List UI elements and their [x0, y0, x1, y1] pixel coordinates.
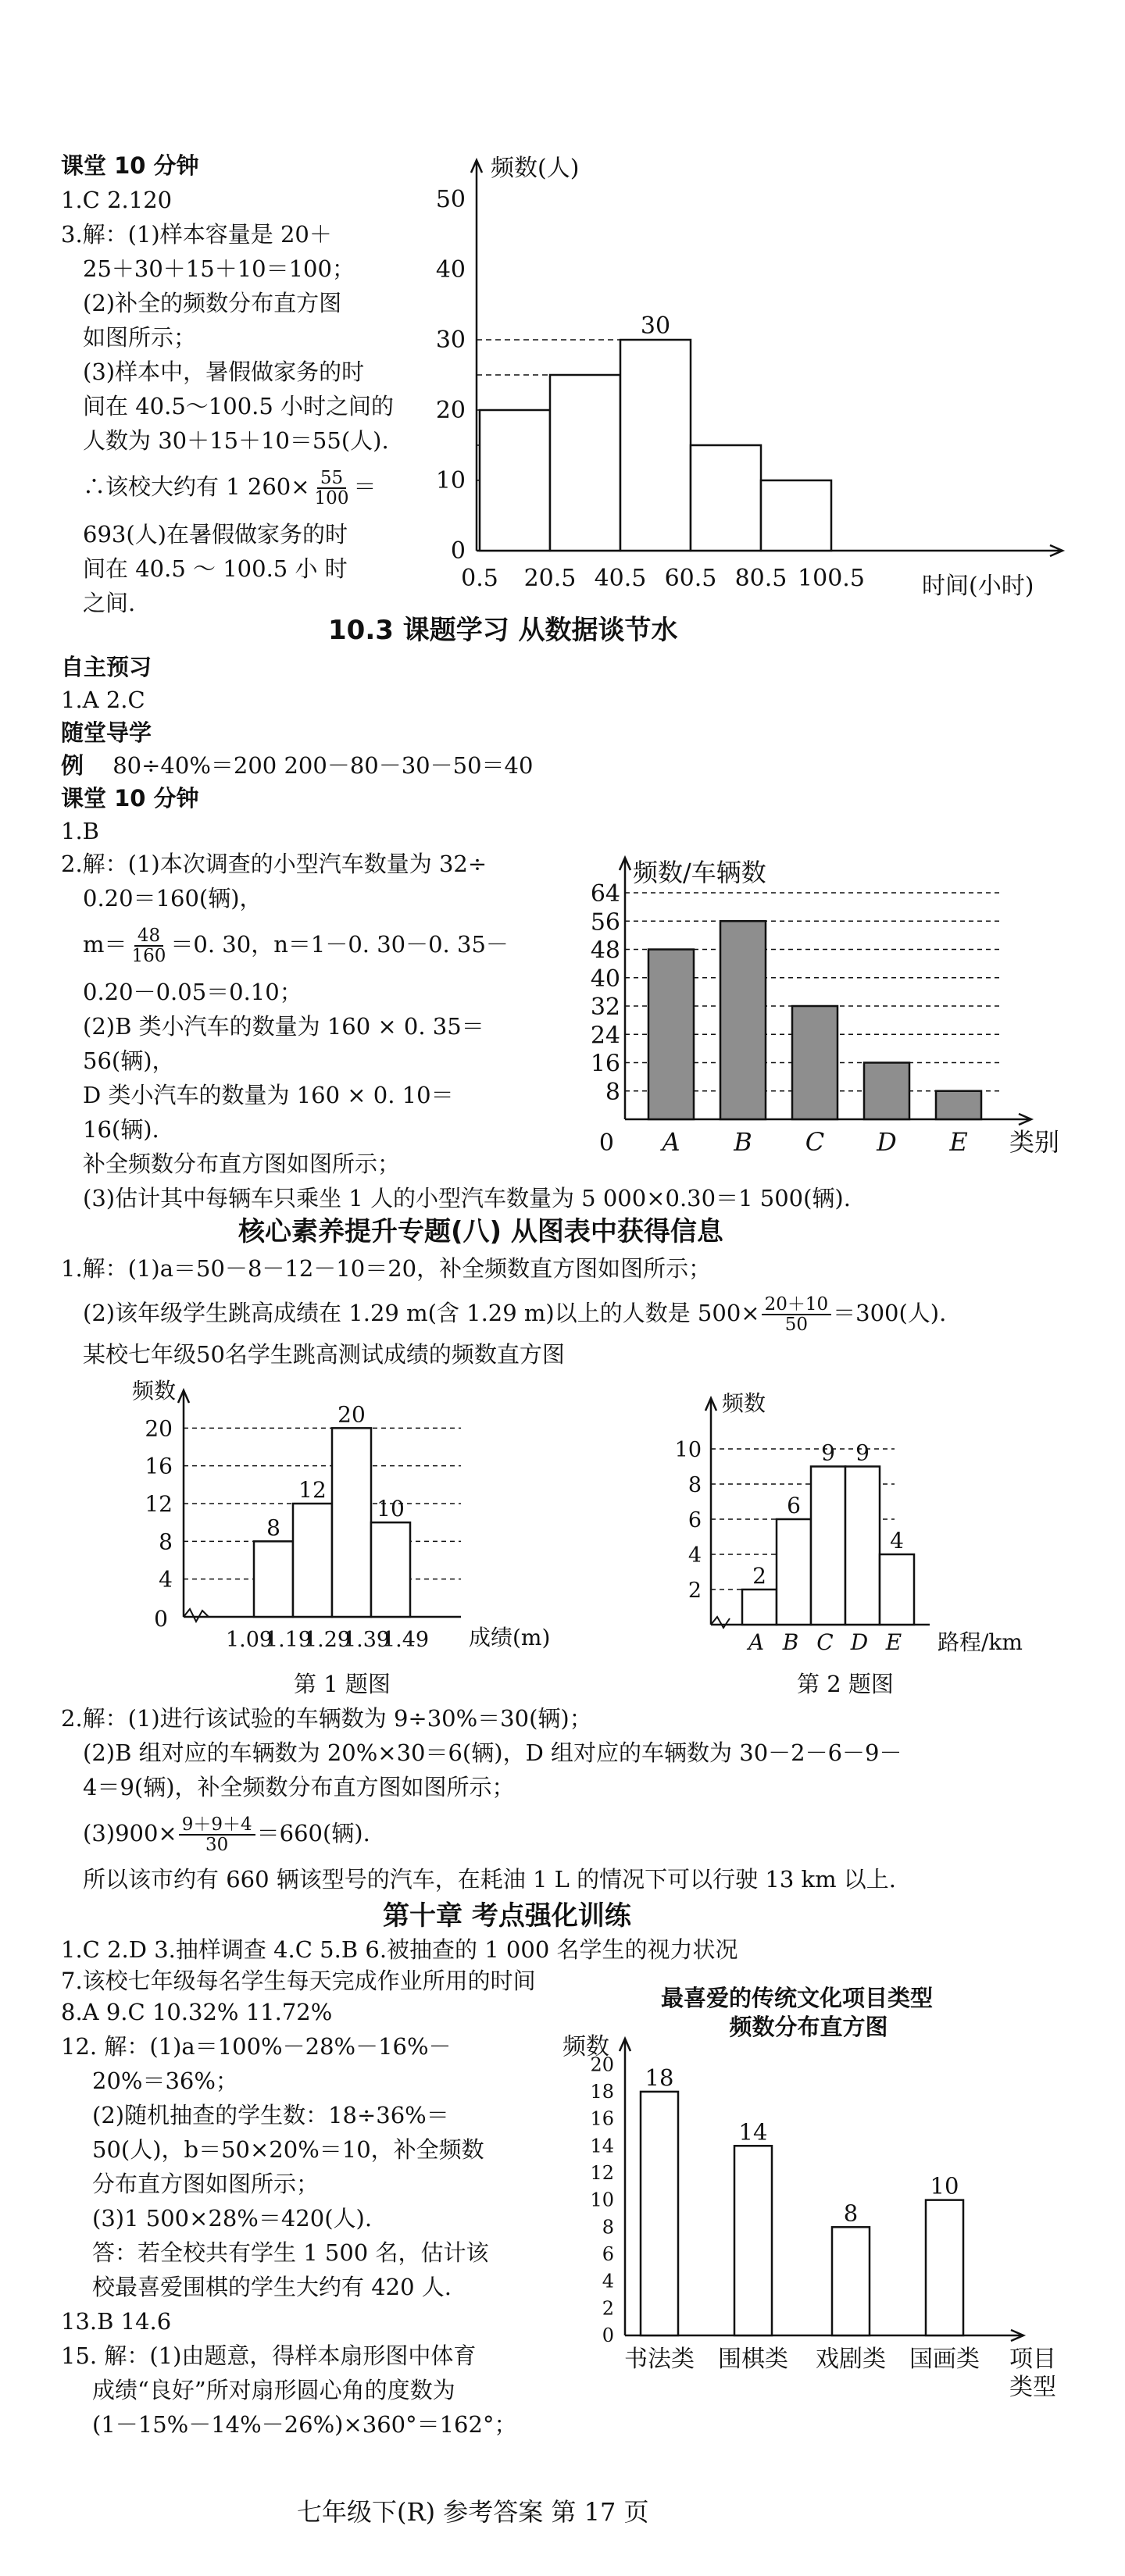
heading-class-10min: 课堂 10 分钟	[61, 785, 199, 812]
bar-label: 6	[787, 1493, 801, 1518]
x-tick-label: B	[734, 1127, 752, 1157]
x-axis-label: 类型	[1009, 2374, 1056, 2401]
fraction-denominator: 50	[784, 1315, 808, 1336]
y-tick-label: 12	[590, 2161, 614, 2184]
text-line: 答：若全校共有学生 1 500 名，估计该	[92, 2239, 489, 2266]
heading-class-10min: 课堂 10 分钟	[61, 152, 199, 179]
figure-caption: 第 2 题图	[797, 1671, 894, 1697]
text-line: 4＝9(辆)，补全频数分布直方图如图所示；	[83, 1774, 515, 1800]
y-tick-label: 4	[602, 2270, 614, 2292]
figure-title: 某校七年级50名学生跳高测试成绩的频数直方图	[83, 1341, 565, 1368]
bar	[254, 1541, 293, 1617]
x-tick-label: 0.5	[461, 565, 498, 592]
y-tick-label: 0	[602, 2324, 614, 2346]
calc-suffix: ＝300(人).	[833, 1300, 947, 1327]
x-tick-label: 80.5	[734, 565, 788, 592]
y-tick-label: 64	[590, 880, 620, 908]
chart-car-types	[590, 850, 1094, 1162]
bar	[480, 410, 550, 551]
bar	[811, 1467, 845, 1625]
text-line: 16(辆).	[83, 1116, 159, 1143]
text-line: 间在 40.5～100.5 小时之间的	[83, 393, 395, 419]
x-tick-label: 围棋类	[718, 2346, 788, 2373]
y-tick-label: 4	[688, 1543, 702, 1568]
text-line: 1.C 2.120	[61, 187, 173, 213]
x-tick-label: D	[877, 1127, 897, 1157]
text-line: (1－15%－14%－26%)×360°＝162°；	[92, 2411, 517, 2438]
text-line: 12. 解：(1)a＝100%－28%－16%－	[61, 2033, 452, 2060]
y-tick-label: 24	[590, 1022, 620, 1050]
x-tick-label: 1.29	[303, 1628, 352, 1652]
y-tick-label: 14	[590, 2135, 614, 2157]
bar	[742, 1589, 777, 1625]
x-tick-label: 40.5	[594, 565, 647, 592]
bar	[880, 1554, 914, 1625]
bar-label: 4	[890, 1528, 904, 1554]
bar-label: 14	[738, 2118, 768, 2146]
x-tick-label: 国画类	[909, 2346, 980, 2373]
text-line: 56(辆)，	[83, 1047, 175, 1074]
x-tick-label: 20.5	[523, 565, 577, 592]
text-line: 人数为 30＋15＋10＝55(人).	[83, 427, 389, 454]
x-tick-label: E	[949, 1127, 968, 1157]
text-line: 2.解：(1)本次调查的小型汽车数量为 32÷	[61, 851, 488, 877]
bar	[761, 480, 831, 551]
y-axis-label: 频数/车辆数	[633, 858, 766, 887]
bar	[864, 1063, 909, 1120]
text-line: 间在 40.5 ～ 100.5 小 时	[83, 555, 348, 582]
text-line: 693(人)在暑假做家务的时	[83, 521, 348, 548]
y-tick-label: 30	[435, 326, 466, 354]
x-tick-label: 戏剧类	[816, 2346, 886, 2373]
y-tick-label: 10	[435, 467, 466, 494]
y-axis-label: 频数	[562, 2033, 609, 2060]
bar	[792, 1006, 838, 1119]
fraction-numerator: 20＋10	[762, 1295, 832, 1315]
bar	[926, 2200, 963, 2335]
y-tick-label: 50	[435, 186, 466, 213]
calc-prefix: (2)该年级学生跳高成绩在 1.29 m(含 1.29 m)以上的人数是 500×	[83, 1300, 760, 1327]
x-axis-label: 类别	[1009, 1127, 1060, 1157]
text-line: 补全频数分布直方图如图所示；	[83, 1151, 401, 1177]
y-tick-label: 8	[605, 1078, 620, 1106]
bar-label: 20	[338, 1401, 366, 1428]
x-axis-label: 项目	[1009, 2346, 1056, 2373]
y-tick-label: 10	[674, 1438, 702, 1462]
y-axis-label: 频数(人)	[491, 155, 580, 182]
x-tick-label: B	[782, 1629, 799, 1655]
bar	[648, 950, 694, 1120]
chart-subtitle: 频数分布直方图	[729, 2014, 888, 2040]
bar-label: 8	[843, 2200, 859, 2227]
text-line: 15. 解：(1)由题意，得样本扇形图中体育	[61, 2342, 477, 2369]
text-line: 20%＝36%；	[92, 2068, 238, 2094]
text-line: 分布直方图如图所示；	[92, 2171, 320, 2197]
y-tick-label: 48	[590, 937, 620, 965]
text-line: 校最喜爱围棋的学生大约有 420 人.	[92, 2274, 452, 2300]
axis-break	[184, 1609, 209, 1622]
chart-title: 最喜爱的传统文化项目类型	[660, 1985, 934, 2011]
text-line: 1.C 2.D 3.抽样调查 4.C 5.B 6.被抽查的 1 000 名学生的视力状况	[61, 1936, 738, 1963]
calc-prefix: (3)900×	[83, 1820, 177, 1847]
y-tick-label: 2	[688, 1579, 702, 1603]
calc-suffix: ＝660(辆).	[256, 1820, 370, 1847]
x-tick-label: 书法类	[624, 2346, 695, 2373]
fraction	[179, 1815, 255, 1854]
y-tick-label: 8	[688, 1473, 702, 1497]
text-line: 0.20＝160(辆)，	[83, 885, 262, 912]
calc-suffix: ＝	[353, 473, 377, 501]
bar	[832, 2227, 870, 2335]
y-tick-label: 6	[602, 2242, 614, 2265]
bar-label: 10	[377, 1496, 405, 1522]
bar	[550, 375, 620, 551]
calc-prefix: ∴该校大约有 1 260×	[83, 473, 310, 501]
fraction-denominator: 100	[314, 488, 349, 509]
axis-break	[711, 1617, 730, 1628]
figure-caption: 第 1 题图	[294, 1671, 391, 1697]
bar	[720, 921, 766, 1119]
x-tick-label: 1.09	[225, 1628, 273, 1652]
x-axis-label: 成绩(m)	[469, 1625, 551, 1650]
x-tick-label: 1.49	[381, 1628, 430, 1652]
m-prefix: m＝	[83, 931, 127, 958]
x-tick-label: C	[805, 1127, 825, 1157]
fraction	[129, 926, 170, 965]
bar	[691, 445, 761, 551]
y-axis-label: 频数	[131, 1378, 176, 1404]
text-line: 1.解：(1)a＝50－8－12－10＝20，补全频数直方图如图所示；	[61, 1255, 712, 1282]
bar-label: 18	[645, 2064, 674, 2091]
bar	[641, 2092, 678, 2335]
bar-label: 12	[298, 1477, 327, 1503]
example-text: 80÷40%＝200 200－80－30－50＝40	[112, 752, 534, 779]
text-line: 50(人)，b＝50×20%＝10，补全频数	[92, 2136, 484, 2163]
x-axis-label: 时间(小时)	[922, 573, 1034, 600]
x-tick-label: 100.5	[798, 565, 865, 592]
text-line: 7.该校七年级每名学生每天完成作业所用的时间	[61, 1968, 536, 1994]
y-tick-label: 0	[450, 537, 466, 565]
y-tick-label: 4	[159, 1566, 173, 1593]
y-tick-label: 12	[145, 1491, 173, 1517]
chart-housework-hours	[435, 144, 1078, 605]
y-tick-label: 16	[145, 1453, 173, 1479]
y-tick-label: 10	[590, 2189, 614, 2211]
text-line: 13.B 14.6	[61, 2308, 172, 2335]
bar	[332, 1428, 371, 1617]
x-tick-label: A	[748, 1629, 765, 1655]
text-line: (2)补全的频数分布直方图	[83, 290, 342, 316]
text-line: (2)随机抽查的学生数：18÷36%＝	[92, 2102, 449, 2128]
heading-self-study: 自主预习	[61, 654, 152, 680]
y-tick-label: 8	[602, 2216, 614, 2239]
text-line: 成绩“良好”所对扇形圆心角的度数为	[92, 2377, 455, 2403]
x-tick-label: 1.39	[342, 1628, 391, 1652]
y-tick-label: 20	[435, 397, 466, 424]
fraction-numerator: 55	[317, 469, 346, 489]
bar-label: 10	[930, 2172, 959, 2200]
x-tick-label: 1.19	[264, 1628, 312, 1652]
bar	[777, 1519, 811, 1625]
section-title: 10.3 课题学习 从数据谈节水	[328, 615, 678, 646]
bar-label: 9	[855, 1440, 870, 1466]
calc-line	[83, 469, 376, 508]
fraction	[762, 1295, 832, 1334]
section-title: 核心素养提升专题(八) 从图表中获得信息	[238, 1216, 723, 1247]
bar-label: 9	[821, 1440, 835, 1466]
bar	[936, 1091, 981, 1119]
bar	[734, 2146, 772, 2335]
fraction-denominator: 30	[205, 1835, 229, 1856]
y-axis-label: 频数	[722, 1390, 766, 1416]
y-tick-label: 20	[145, 1415, 173, 1442]
text-line: 0.20－0.05＝0.10；	[83, 979, 302, 1005]
chart-high-jump	[125, 1375, 562, 1672]
y-tick-label: 16	[590, 1050, 620, 1078]
x-tick-label: D	[850, 1629, 869, 1655]
y-tick-label: 56	[590, 908, 620, 937]
text-line: (3)1 500×28%＝420(人).	[92, 2205, 373, 2232]
origin-label: 0	[598, 1129, 614, 1157]
example-label: 例	[61, 752, 84, 779]
x-tick-label: C	[816, 1629, 834, 1655]
text-line: (3)估计其中每辆车只乘坐 1 人的小型汽车数量为 5 000×0.30＝1 500(辆).	[83, 1185, 851, 1211]
page-footer: 七年级下(R) 参考答案 第 17 页	[297, 2497, 649, 2527]
x-tick-label: 60.5	[664, 565, 717, 592]
y-tick-label: 16	[590, 2107, 614, 2130]
x-tick-label: E	[885, 1629, 902, 1655]
chart-traditional-culture	[547, 1985, 1094, 2414]
fraction-denominator: 160	[131, 946, 166, 967]
y-tick-label: 40	[435, 256, 466, 284]
bar-label: 2	[752, 1563, 766, 1589]
bar	[620, 340, 691, 551]
heading-guided-study: 随堂导学	[61, 719, 152, 746]
y-tick-label: 2	[602, 2297, 614, 2320]
y-tick-label: 32	[590, 994, 620, 1021]
text-line: (2)B 类小汽车的数量为 160 × 0. 35＝	[83, 1013, 484, 1040]
text-line: 如图所示；	[83, 324, 197, 351]
y-tick-label: 8	[159, 1529, 173, 1555]
text-line: 8.A 9.C 10.32% 11.72%	[61, 1999, 333, 2025]
text-line: (3)样本中，暑假做家务的时	[83, 359, 365, 385]
bar	[371, 1522, 410, 1617]
text-line: 2.解：(1)进行该试验的车辆数为 9÷30%＝30(辆)；	[61, 1705, 592, 1732]
m-suffix: ＝0. 30，n＝1－0. 30－0. 35－	[170, 931, 509, 958]
text-line: 所以该市约有 660 辆该型号的汽车，在耗油 1 L 的情况下可以行驶 13 km 以上.	[83, 1866, 896, 1893]
calc-line	[83, 1815, 370, 1854]
y-tick-label: 6	[688, 1508, 702, 1532]
m-line	[83, 926, 509, 965]
fraction-numerator: 9＋9＋4	[179, 1815, 255, 1836]
x-axis-label: 路程/km	[938, 1629, 1023, 1655]
bar	[845, 1467, 880, 1625]
fraction-numerator: 48	[134, 926, 163, 947]
text-line: 1.A 2.C	[61, 687, 145, 713]
text-line: 之间.	[83, 590, 136, 616]
text-line: 25＋30＋15＋10＝100；	[83, 255, 355, 282]
text-line: 3.解：(1)样本容量是 20＋	[61, 221, 332, 248]
x-tick-label: A	[662, 1127, 680, 1157]
fraction	[312, 469, 352, 508]
bar-label: 30	[640, 312, 671, 340]
bar-label: 8	[266, 1515, 280, 1541]
y-tick-label: 20	[590, 2053, 614, 2076]
y-tick-label: 18	[590, 2080, 614, 2103]
calc-line	[83, 1295, 946, 1334]
bar	[293, 1504, 332, 1617]
section-title: 第十章 考点强化训练	[383, 1900, 631, 1932]
text-line: D 类小汽车的数量为 160 × 0. 10＝	[83, 1082, 454, 1108]
example-line	[61, 752, 534, 779]
chart-mileage	[672, 1390, 1047, 1672]
origin-label: 0	[154, 1606, 168, 1632]
text-line: (2)B 组对应的车辆数为 20%×30＝6(辆)，D 组对应的车辆数为 30－2－6－9－	[83, 1739, 902, 1766]
text-line: 1.B	[61, 818, 99, 844]
y-tick-label: 40	[590, 965, 620, 993]
